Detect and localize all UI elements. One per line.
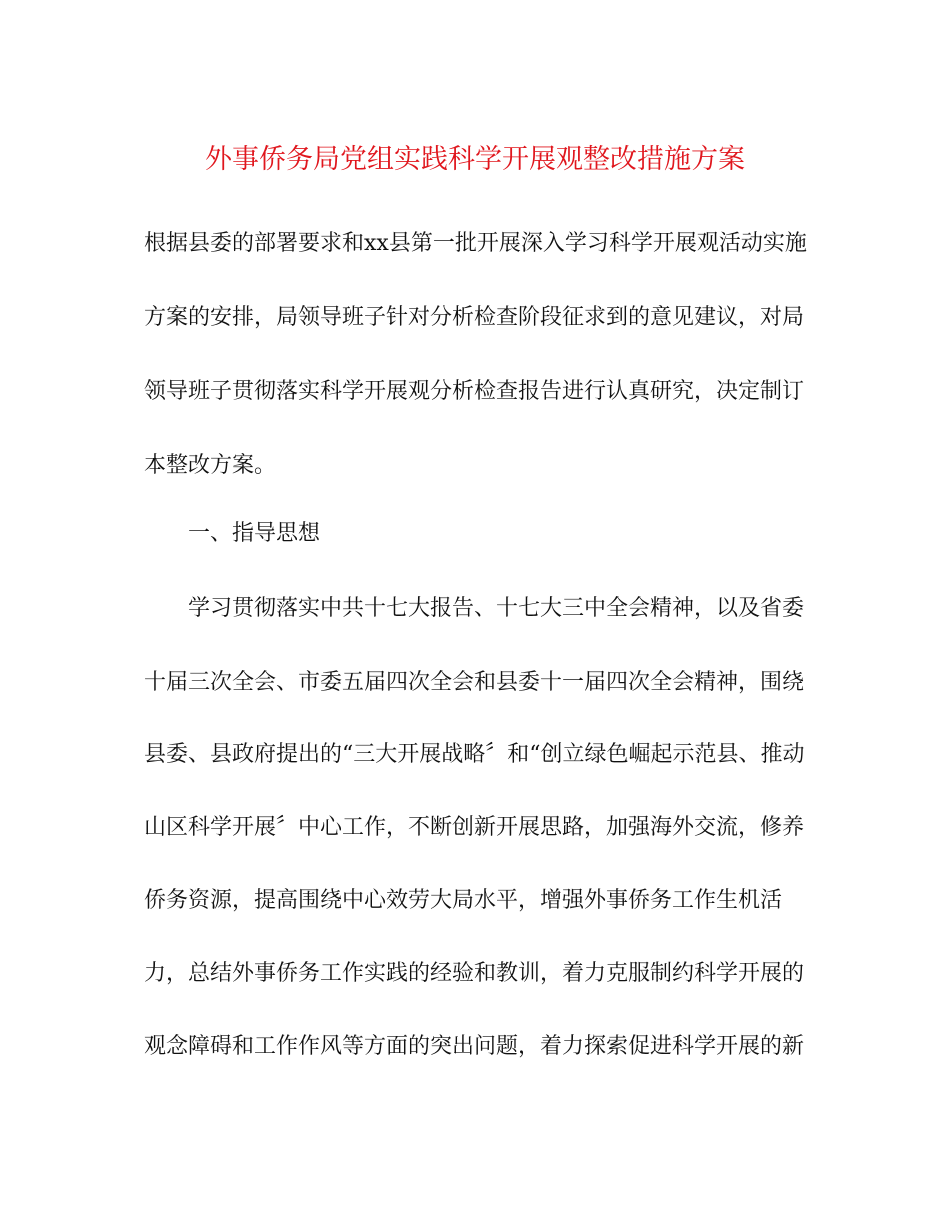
body-line: 根据县委的部署要求和xx县第一批开展深入学习科学开展观活动实施 (144, 231, 807, 256)
section-heading: 一、指导思想 (188, 521, 321, 546)
body-line: 观念障碍和工作作风等方面的突出问题，着力探索促进科学开展的新 (144, 1034, 805, 1059)
body-line: 本整改方案。 (144, 453, 277, 478)
body-line: 方案的安排，局领导班子针对分析检查阶段征求到的意见建议，对局 (144, 305, 805, 330)
body-line: 侨务资源，提高围绕中心效劳大局水平，增强外事侨务工作生机活 (144, 888, 783, 913)
body-line: 领导班子贯彻落实科学开展观分析检查报告进行认真研究，决定制订 (144, 379, 805, 404)
body-line: 学习贯彻落实中共十七大报告、十七大三中全会精神，以及省委 (188, 596, 805, 621)
body-line: 十届三次全会、市委五届四次全会和县委十一届四次全会精神，围绕 (144, 670, 805, 695)
document-title: 外事侨务局党组实践科学开展观整改措施方案 (205, 144, 745, 175)
body-line: 县委、县政府提出的“三大开展战略〞和“创立绿色崛起示范县、推动 (144, 742, 805, 767)
body-line: 力，总结外事侨务工作实践的经验和教训，着力克服制约科学开展的 (144, 961, 805, 986)
body-line: 山区科学开展〞中心工作，不断创新开展思路，加强海外交流，修养 (144, 815, 805, 840)
